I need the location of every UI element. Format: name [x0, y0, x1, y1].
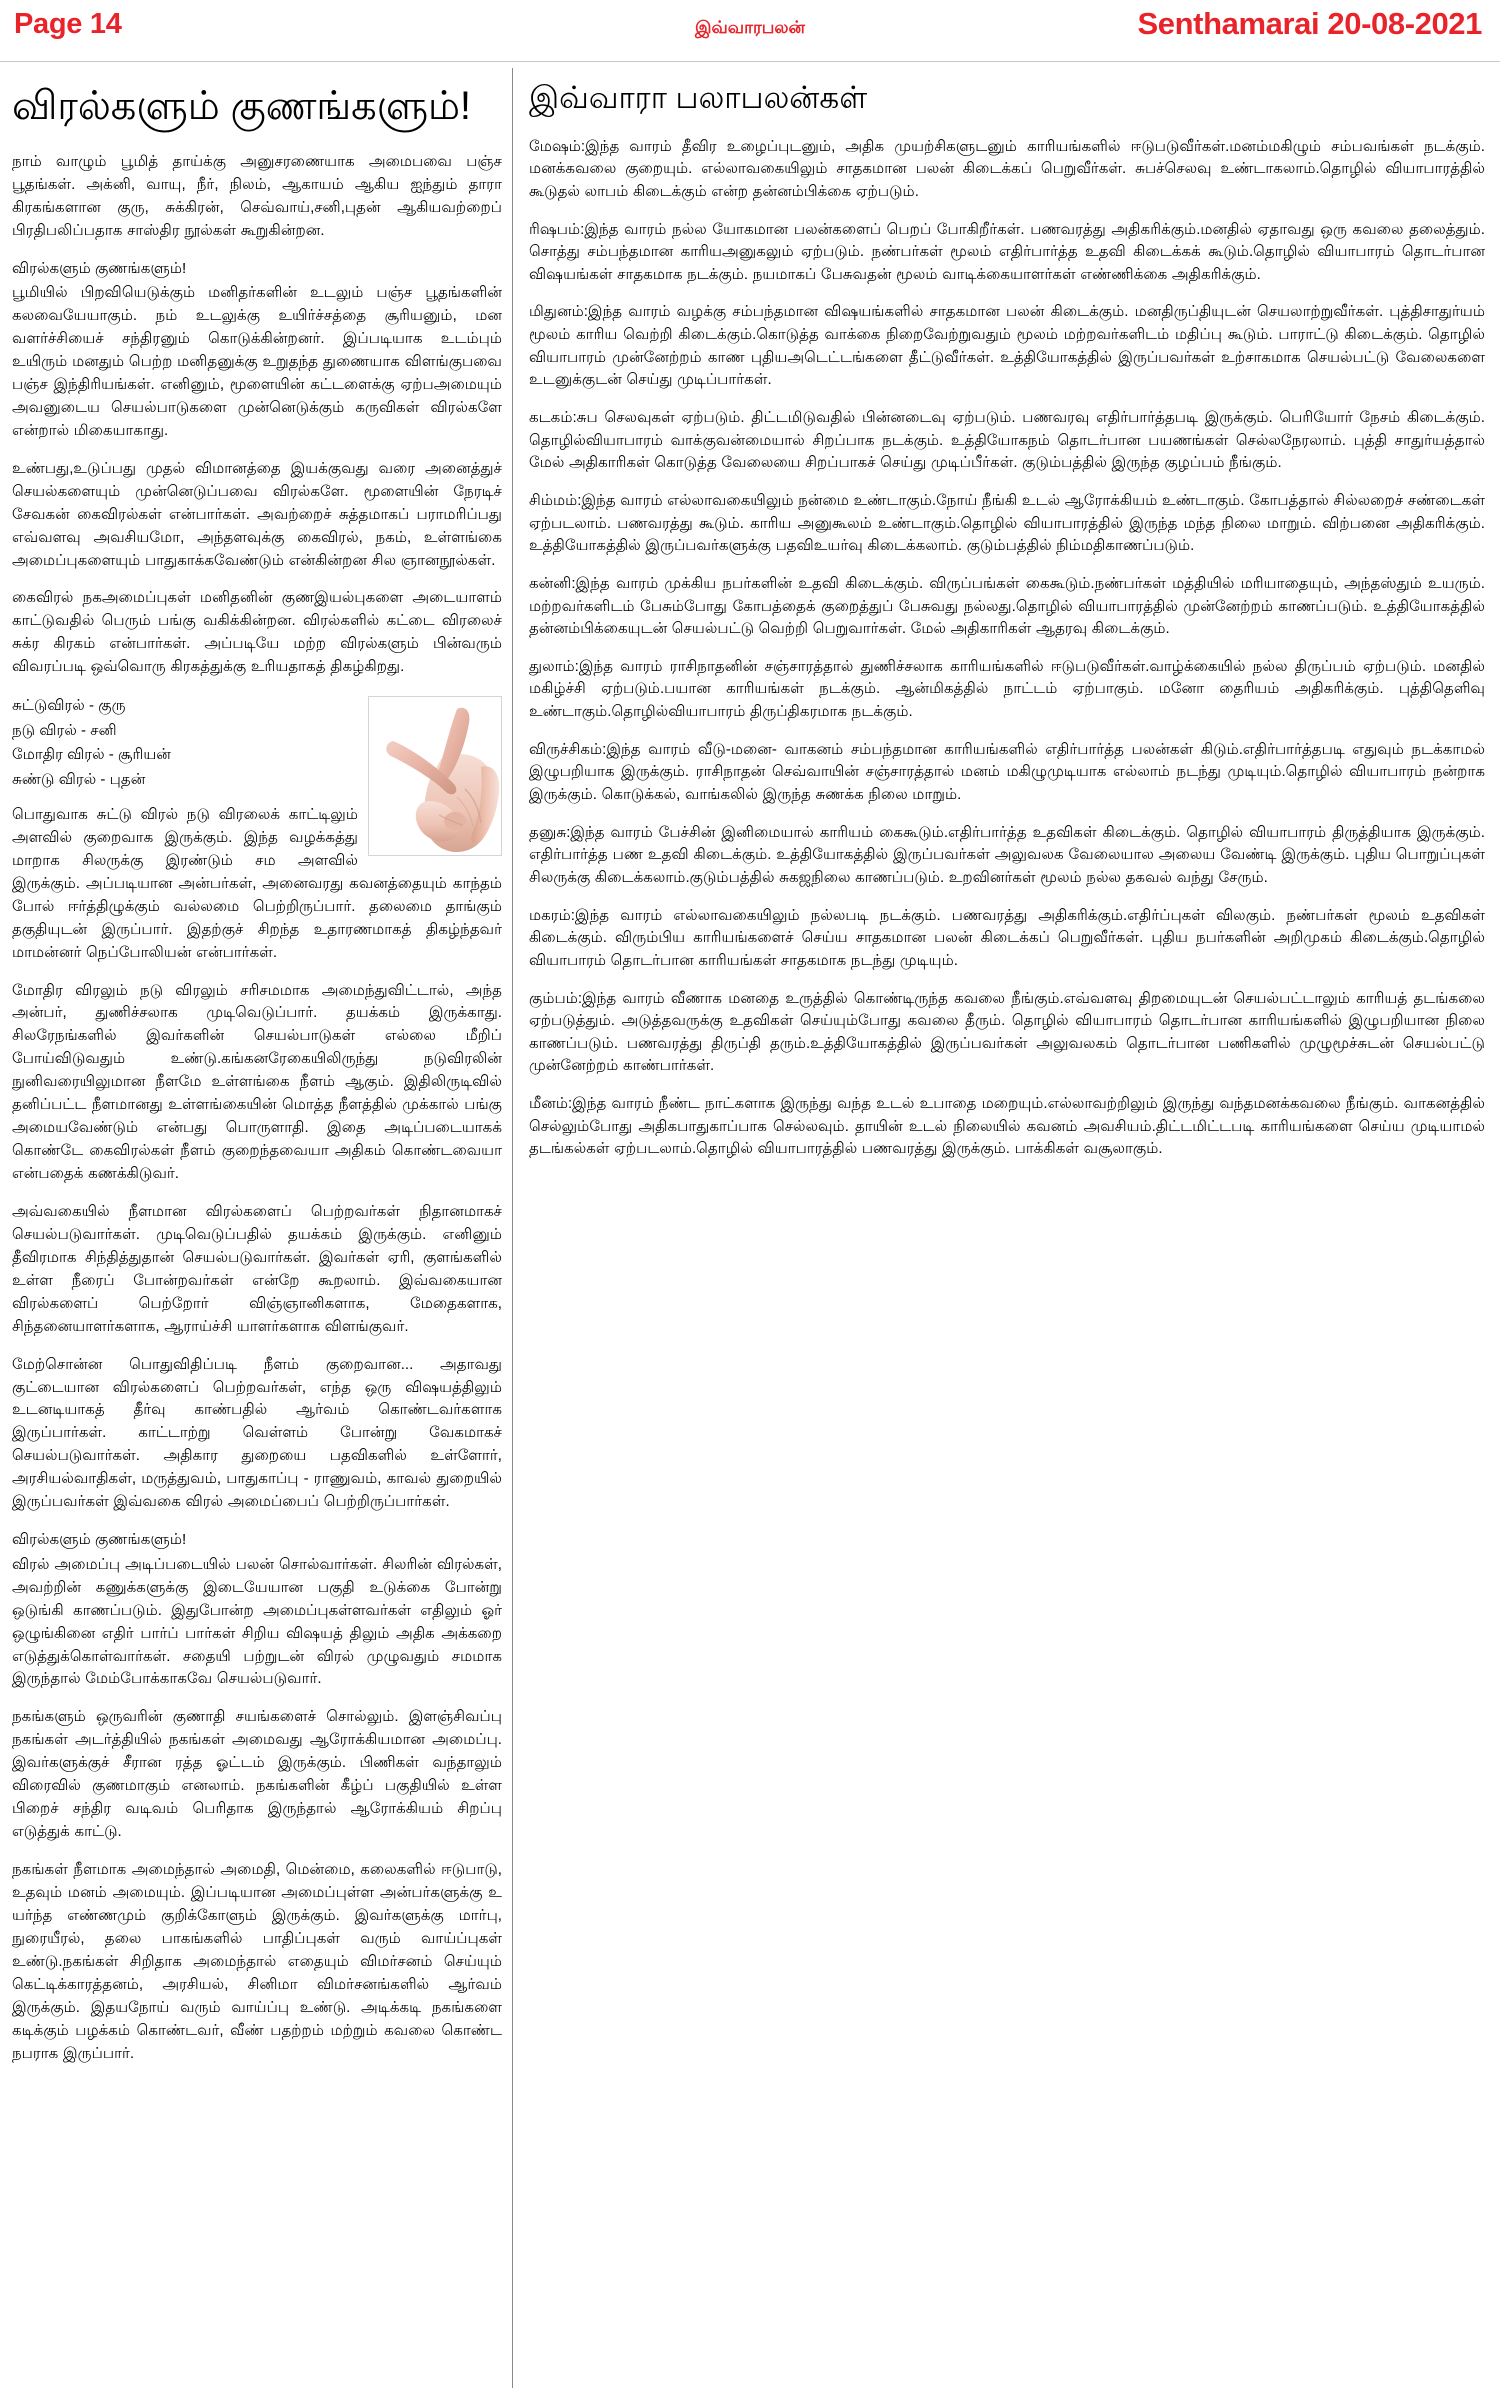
article-paragraph: நாம் வாழும் பூமித் தாய்க்கு அனுசரணையாக அமைபவை பஞ்ச பூதங்கள். அக்னி, வாயு, நீர், நிலம், ஆகாயம் ஆகிய ஐந்தும் தாரா கிரகங்களான குரு, சுக்கிரன், செவ்வாய்,சனி,புதன் ஆகியவற்றைப் பிரதிபலிப்பதாக சாஸ்திர நூல்கள் கூறுகின்றன. [12, 152, 502, 239]
zodiac-entry-dhanusu: தனுசு:இந்த வாரம் பேச்சின் இனிமையால் காரியம் கைகூடும்.எதிர்பார்த்த உதவிகள் கிடைக்கும். தொழில் வியாபாரம் திருத்தியாக இருக்கும். எதிர்பார்த்த பண உதவி கிடைக்கும். உத்தியோகத்தில் இருப்பவர்கள் அலுவலக வேலையால அலைய வேண்டி இருக்கும். புதிய பொறுப்புகள் சிலருக்கு கிடைக்கலாம்.குடும்பத்தில் சுகஜநிலை காணப்படும். உறவினர்கள் மூலம் நல்ல தகவல் வந்து சேரும். [529, 823, 1485, 886]
horoscope-title: இவ்வாரா பலாபலன்கள் [529, 80, 868, 115]
article-paragraph: மேற்சொன்ன பொதுவிதிப்படி நீளம் குறைவான... அதாவது குட்டையான விரல்களைப் பெற்றவர்கள், எந்த ஒரு விஷயத்திலும் உடனடியாகத் தீர்வு காண்பதில் ஆர்வம் கொண்டவர்களாக இருப்பார்கள். காட்டாற்று வெள்ளம் போன்று வேகமாகச் செயல்படுவார்கள். அதிகார துறையை பதவிகளில் உள்ளோர், அரசியல்வாதிகள், மருத்துவம், பாதுகாப்பு - ராணுவம், காவல் துறையில் இருப்பவர்கள் இவ்வகை விரல் அமைப்பைப் பெற்றிருப்பார்கள். [12, 1355, 502, 1511]
article-subheading-2: விரல்களும் குணங்களும்! [12, 1531, 187, 1549]
article-paragraph: அவ்வகையில் நீளமான விரல்களைப் பெற்றவர்கள் நிதானமாகச் செயல்படுவார்கள். முடிவெடுப்பதில் தயக்கம் இருக்கும். எனினும் தீவிரமாக சிந்தித்துதான் செயல்படுவார்கள். இவர்கள் ஏரி, குளங்களில் உள்ள நீரைப் போன்றவர்கள் என்றே கூறலாம். இவ்வகையான விரல்களைப் பெற்றோர் விஞ்ஞானிகளாக, மேதைகளாக, சிந்தனையாளர்களாக, ஆராய்ச்சி யாளர்களாக விளங்குவர். [12, 1202, 502, 1335]
article-paragraph: பொதுவாக சுட்டு விரல் நடு விரலைக் காட்டிலும் அளவில் குறைவாக இருக்கும். இந்த வழக்கத்து மாறாக சிலருக்கு இரண்டும் சம அளவில் இருக்கும். அப்படியான அன்பர்கள், அனைவரது கவனத்தையும் காந்தம் போல் ஈர்த்திழுக்கும் வல்லமை பெற்றிருப்பார். தலைமை தாங்கும் தகுதியுடன் இருப்பார். இதற்குச் சிறந்த உதாரணமாகத் திகழ்ந்தவர் மாமன்னர் நெப்போலியன் என்பார்கள். [12, 805, 502, 961]
article-paragraph: மோதிர விரலும் நடு விரலும் சரிசமமாக அமைந்துவிட்டால், அந்த அன்பர், துணிச்சலாக முடிவெடுப்பார். தயக்கம் இருக்காது. சிலரேநங்களில் இவர்களின் செயல்பாடுகள் எல்லை மீறிப் போய்விடுவதும் உண்டு.கங்கனரேகையிலிருந்து நடுவிரலின் நுனிவரையிலுமான நீளமே உள்ளங்கை நீளம் ஆகும். இதிலிருடிவில் தனிப்பட்ட நீளமானது உள்ளங்கையின் மொத்த நீளத்தில் முக்கால் பங்கு அமையவேண்டும் என்பது பொருளாதி. இதை அடிப்படையாகக் கொண்டே கைவிரல்கள் நீளம் குறைந்தவையா அதிகம் கொண்டவையா என்பதைக் கணக்கிடுவர். [12, 981, 502, 1182]
zodiac-entry-midhunam: மிதுனம்:இந்த வாரம் வழக்கு சம்பந்தமான விஷயங்களில் சாதகமான பலன் கிடைக்கும். மனதிருப்தியுடன் செயலாற்றுவீர்கள். புத்திசாதுர்யம் மூலம் காரிய வெற்றி கிடைக்கும்.கொடுத்த வாக்கை நிறைவேற்றுவதும் மூலம் மற்றவர்களிடம் மதிப்பு கூடும். பாராட்டு கிடைக்கும். தொழில் வியாபாரம் முன்னேற்றம் காண புதியஅடெட்டங்களை தீட்டுவீர்கள். உத்தியோகத்தில் இருப்பவர்கள் உற்சாகமாக செயல்பட்டு வேலைகளை உடனுக்குடன் செய்து முடிப்பார்கள். [529, 303, 1485, 389]
zodiac-entry-thulam: துலாம்:இந்த வாரம் ராசிநாதனின் சஞ்சாரத்தால் துணிச்சலாக காரியங்களில் ஈடுபடுவீர்கள்.வாழ்க்கையில் நல்ல திருப்பம் ஏற்படும். மனதில் மகிழ்ச்சி ஏற்படும்.பயான காரியங்கள் நடக்கும். ஆன்மிகத்தில் நாட்டம் ஏற்பாகும். மனோ தைரியம் அதிகரிக்கும். புத்திதெளிவு உண்டாகும்.தொழில்வியாபாரம் திருப்திகரமாக நடக்கும். [529, 657, 1485, 721]
finger-planet-item: சுண்டு விரல் - புதன் [12, 770, 146, 788]
article-paragraph: கைவிரல் நகஅமைப்புகள் மனிதனின் குணஇயல்புகளை அடையாளம் காட்டுவதில் பெரும் பங்கு வகிக்கின்றன. விரல்களில் கட்டை விரலைச் சுக்ர கிரகம் என்பார்கள். அப்படியே மற்ற விரல்களும் பின்வரும் விவரப்படி ஒவ்வொரு கிரகத்துக்கு உரியதாகத் திகழ்கிறது. [12, 589, 502, 676]
article-paragraph: நகங்கள் நீளமாக அமைந்தால் அமைதி, மென்மை, கலைகளில் ஈடுபாடு, உதவும் மனம் அமையும். இப்படியான அமைப்புள்ள அன்பர்களுக்கு உ யர்ந்த எண்ணமும் குறிக்கோளும் இருக்கும். இவர்களுக்கு மார்பு, நுரையீரல், தலை பாகங்களில் பாதிப்புகள் வரும் வாய்ப்புகள் உண்டு.நகங்கள் சிறிதாக அமைந்தால் எதையும் விமர்சனம் செய்யும் கெட்டிக்காரத்தனம், அரசியல், சினிமா விமர்சனங்களில் ஆர்வம் இருக்கும். இதயநோய் வரும் வாய்ப்பு உண்டு. அடிக்கடி நகங்களை கடிக்கும் பழக்கம் கொண்டவர், வீண் பதற்றம் மற்றும் கவலை கொண்ட நபராக இருப்பார். [12, 1861, 502, 2062]
zodiac-entry-simmam: சிம்மம்:இந்த வாரம் எல்லாவகையிலும் நன்மை உண்டாகும்.நோய் நீங்கி உடல் ஆரோக்கியம் உண்டாகும். கோபத்தால் சில்லறைச் சண்டைகள் ஏற்படலாம். பணவரத்து கூடும். காரிய அனுகூலம் உண்டாகும்.தொழில் வியாபாரத்தில் இருந்த மந்த நிலை மாறும். விற்பனை அதிகரிக்கும். உத்தியோகத்தில் இருப்பவர்களுக்கு பதவிஉயர்வு கிடைக்கலாம். குடும்பத்தில் நிம்மதிகாணப்படும். [529, 491, 1485, 555]
zodiac-entry-kanni: கன்னி:இந்த வாரம் முக்கிய நபர்களின் உதவி கிடைக்கும். விருப்பங்கள் கைகூடும்.நண்பர்கள் மத்தியில் மரியாதையும், அந்தஸ்தும் உயரும். மற்றவர்களிடம் பேசும்போது கோபத்தைக் குறைத்துப் பேசுவது நல்லது.தொழில் வியாபாரத்தில் முன்னேற்றம் காணப்படும். உத்தியோகத்தில் தன்னம்பிக்கையுடன் செயல்பட்டு வெற்றி பெறுவார்கள். மேல் அதிகாரிகள் ஆதரவு கிடைக்கும். [529, 574, 1485, 638]
article-paragraph: பூமியில் பிறவியெடுக்கும் மனிதர்களின் உடலும் பஞ்ச பூதங்களின் கலவையேயாகும். நம் உடலுக்கு உயிர்ச்சத்தை சூரியனும், மன வளர்ச்சியைச் சந்திரனும் கொடுக்கின்றனர். இப்படியாக உடம்பும் உயிரும் மனதும் பெற்ற மனிதனுக்கு உறுதந்த துணையாக விளங்குபவை பஞ்ச இந்திரியங்கள். எனினும், மூளையின் கட்டளைக்கு ஏற்பஅமையும் அவனுடைய செயல்பாடுகளை முன்னெடுக்கும் கருவிகள் விரல்களே என்றால் மிகையாகாது. [12, 284, 502, 439]
publication-date: Senthamarai 20-08-2021 [1137, 6, 1482, 41]
page-body [0, 62, 1500, 2388]
article-title: விரல்களும் குணங்களும்! [12, 84, 471, 128]
page-number-label: Page 14 [14, 8, 122, 40]
zodiac-entry-mesham: மேஷம்:இந்த வாரம் தீவிர உழைப்புடனும், அதிக முயற்சிகளுடனும் காரியங்களில் ஈடுபடுவீர்கள்.மனம்மகிழும் சம்பவங்கள் நடக்கும். மனக்கவலை குறையும். எல்லாவகையிலும் சாதகமான பலன் கிடைக்கப் பெறுவீர்கள். சுபச்செலவு உண்டாகலாம்.தொழில் வியாபாரத்தில் கூடுதல் லாபம் கிடைக்கும் என்ற தன்னம்பிக்கை ஏற்படும். [529, 137, 1485, 200]
zodiac-entry-viruchigam: விருச்சிகம்:இந்த வாரம் வீடு-மனை- வாகனம் சம்பந்தமான காரியங்களில் எதிர்பார்த்த பலன்கள் கிடும்.எதிர்பார்த்தபடி எதுவும் நடக்காமல் இழுபறியாக இருக்கும். ராசிநாதன் செவ்வாயின் சஞ்சாரத்தால் மனம் மகிழுமுடியாக எல்லாம் நடந்து முடியும்.தொழில் வியாபாரம் நன்றாக இருக்கும். கொடுக்கல், வாங்கலில் இருந்த சுணக்க நிலை மாறும். [529, 740, 1485, 804]
finger-planet-item: நடு விரல் - சனி [12, 721, 117, 739]
article-column-left [0, 66, 512, 2388]
zodiac-entry-rishabam: ரிஷபம்:இந்த வாரம் நல்ல யோகமான பலன்களைப் பெறப் போகிறீர்கள். பணவரத்து அதிகரிக்கும்.மனதில் ஏதாவது ஒரு கவலை தலைத்தும். சொத்து சம்பந்தமான காரியஅனுகலும் ஏற்படும். நண்பர்கள் மூலம் எதிர்பார்த்த உதவி கிடைக்கக் கூடும்.தொழில் வியாபாரம் தொடர்பான விஷயங்கள் சாதகமாக நடக்கும். நயமாகப் பேசுவதன் மூலம் வாடிக்கையாளர்கள் எண்ணிக்கை அதிகரிக்கும். [529, 220, 1485, 283]
article-paragraph: விரல் அமைப்பு அடிப்படையில் பலன் சொல்வார்கள். சிலரின் விரல்கள், அவற்றின் கணுக்களுக்கு இடையேயான பகுதி உடுக்கை போன்று ஒடுங்கி காணப்படும். இதுபோன்ற அமைப்புகள்ளவர்கள் எதிலும் ஓர் ஒழுங்கினை எதிர் பார்ப் பார்கள் சிறிய விஷயத் திலும் அதிக அக்கறை எடுத்துக்கொள்வார்கள். சதையி பற்றுடன் விரல் முழுவதும் சமமாக இருந்தால் மேம்போக்காகவே செயல்படுவார். [12, 1555, 502, 1688]
zodiac-entry-magaram: மகரம்:இந்த வாரம் எல்லாவகையிலும் நல்லபடி நடக்கும். பணவரத்து அதிகரிக்கும்.எதிர்ப்புகள் விலகும். நண்பர்கள் மூலம் உதவிகள் கிடைக்கும். விரும்பிய காரியங்களைச் செய்ய சாதகமான பலன் கிடைக்கப் பெறுவீர்கள். புதிய நபர்களின் அறிமுகம் கிடைக்கும்.தொழில் வியாபாரம் தொடர்பான காரியங்கள் சாதகமாக நடந்து முடியும். [529, 906, 1485, 969]
section-title-label: இவ்வாரபலன் [695, 18, 805, 37]
article-subheading-1: விரல்களும் குணங்களும்! [12, 259, 187, 277]
masthead [0, 0, 1500, 62]
zodiac-entry-kadagam: கடகம்:சுப செலவுகள் ஏற்படும். திட்டமிடுவதில் பின்னடைவு ஏற்படும். பணவரவு எதிர்பார்த்தபடி இருக்கும். பெரியோர் நேசம் கிடைக்கும். தொழில்வியாபாரம் வாக்குவன்மையால் சிறப்பாக நடக்கும். உத்தியோகநம் தொடர்பான பயணங்கள் செல்லநேரலாம். புத்தி சாதுர்யத்தால் மேல் அதிகாரிகள் கொடுத்த வேலையை சிறப்பாகச் செய்து முடிப்பீர்கள். குடும்பத்தில் இருந்த குழப்பம் நீங்கும். [529, 409, 1485, 472]
hand-gesture-photo [368, 696, 502, 856]
horoscope-column-right [513, 66, 1499, 2388]
finger-planet-item: சுட்டுவிரல் - குரு [12, 697, 126, 715]
zodiac-entry-kumbam: கும்பம்:இந்த வாரம் வீணாக மனதை உருத்தில் கொண்டிருந்த கவலை நீங்கும்.எவ்வளவு திறமையுடன் செயல்பட்டாலும் காரியத் தடங்கலை ஏற்படுத்தும். அடுத்தவருக்கு உதவிகள் செய்யும்போது கவலை தீரும். தொழில் வியாபாரம் தொடர்பான காரியங்களில் இழுபறியான நிலை காணப்படும். பணவரத்து திருப்தி தரும்.உத்தியோகத்தில் இருப்பவர்கள் அலுவலகம் தொடர்பான பணிகளில் முழுமூச்சுடன் செயல்பட்டு முன்னேற்றம் காண்பார்கள். [529, 989, 1485, 1075]
zodiac-entry-meenam: மீனம்:இந்த வாரம் நீண்ட நாட்களாக இருந்து வந்த உடல் உபாதை மறையும்.எல்லாவற்றிலும் இருந்து வந்தமனக்கவலை நீங்கும். வாகனத்தில் செல்லும்போது அதிகபாதுகாப்பாக செல்லவும். தாயின் உடல் நிலையில் கவனம் அவசியம்.திட்டமிட்டபடி காரியங்களை செய்ய முடியாமல் தடங்கல்கள் ஏற்படலாம்.தொழில் வியாபாரத்தில் பணவரத்து இருக்கும். பாக்கிகள் வசூலாகும். [529, 1095, 1485, 1158]
article-paragraph: நகங்களும் ஒருவரின் குணாதி சயங்களைச் சொல்லும். இளஞ்சிவப்பு நகங்கள் அடர்த்தியில் நகங்கள் அமைவது ஆரோக்கியமான அமைப்பு. இவர்களுக்குச் சீரான ரத்த ஓட்டம் இருக்கும். பிணிகள் வந்தாலும் விரைவில் குணமாகும் எனலாம். நகங்களின் கீழ்ப் பகுதியில் உள்ள பிறைச் சந்திர வடிவம் பெரிதாக இருந்தால் ஆரோக்கியம் சிறப்பு எடுத்துக் காட்டு. [12, 1708, 502, 1841]
finger-planet-item: மோதிர விரல் - சூரியன் [12, 746, 171, 764]
article-paragraph: உண்பது,உடுப்பது முதல் விமானத்தை இயக்குவது வரை அனைத்துச் செயல்களையும் முன்னெடுப்பவை விரல்களே. மூளையின் நேரடிச் சேவகன் கைவிரல்கள் என்பார்கள். அவற்றைச் சுத்தமாகப் பராமரிப்பது எவ்வளவு அவசியமோ, அந்தளவுக்கு கைவிரல், நகம், உள்ளங்கை அமைப்புகளையும் பாதுகாக்கவேண்டும் என்கின்றன சில ஞானநூல்கள். [12, 459, 502, 569]
